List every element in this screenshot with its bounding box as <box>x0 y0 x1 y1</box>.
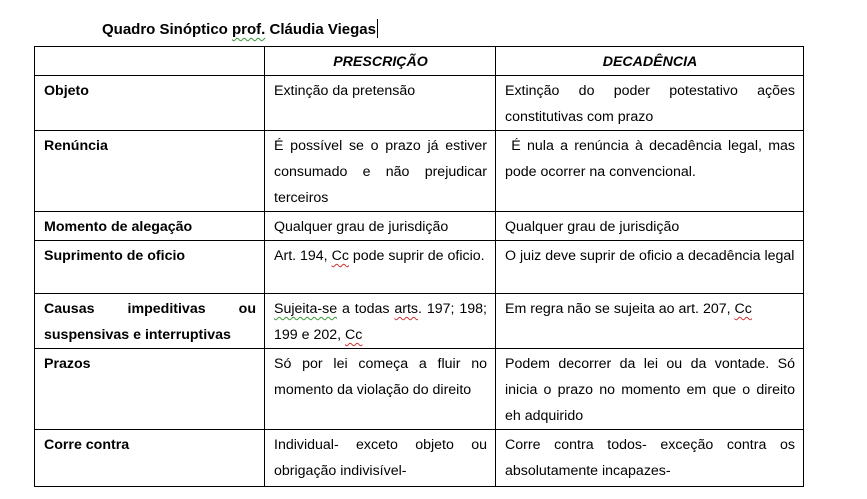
cell-text-spellcheck: Cc <box>734 301 752 317</box>
cell-text: pode suprir de oficio. <box>348 248 485 264</box>
cell-text-spellcheck: Cc <box>331 248 349 264</box>
cell-prescricao <box>265 241 496 294</box>
row-label: Prazos <box>35 349 265 430</box>
table-row-causas <box>35 294 804 349</box>
document-title <box>102 19 378 38</box>
cell-decadencia: Corre contra todos- exceção contra os absolutamente incapazes- <box>496 430 804 487</box>
title-text: Cláudia Viegas <box>265 21 376 38</box>
cell-prescricao: Extinção da pretensão <box>265 76 496 131</box>
table-row-corre-contra <box>35 430 804 487</box>
table-row-momento-alegacao <box>35 212 804 241</box>
table-row-suprimento-oficio <box>35 241 804 294</box>
text-cursor <box>377 19 379 38</box>
title-text: Quadro Sinóptico <box>102 21 232 38</box>
synoptic-table <box>34 46 804 487</box>
cell-text-spellcheck: arts <box>394 301 419 317</box>
cell-prescricao: Só por lei começa a fluir no momento da violação do direito <box>265 349 496 430</box>
table-row-objeto <box>35 76 804 131</box>
cell-decadencia: O juiz deve suprir de oficio a decadência legal <box>496 241 804 294</box>
header-row <box>35 47 804 76</box>
cell-text-grammar: Sujeita-se <box>274 301 338 317</box>
cell-prescricao: Qualquer grau de jurisdição <box>265 212 496 241</box>
row-label: Suprimento de oficio <box>35 241 265 294</box>
table-row-renuncia <box>35 131 804 212</box>
row-label: Causas impeditivas ou suspensivas e interruptivas <box>35 294 265 349</box>
row-label: Renúncia <box>35 131 265 212</box>
cell-decadencia: Podem decorrer da lei ou da vontade. Só inicia o prazo no momento em que o direito eh adquirido <box>496 349 804 430</box>
cell-decadencia <box>496 294 804 349</box>
cell-prescricao <box>265 294 496 349</box>
cell-decadencia: É nula a renúncia à decadência legal, mas pode ocorrer na convencional. <box>496 131 804 212</box>
cell-text-spellcheck: Cc <box>345 327 363 343</box>
row-label: Corre contra <box>35 430 265 487</box>
cell-text: . 197; 198; 199 e 202, <box>274 301 487 343</box>
header-decadencia: DECADÊNCIA <box>496 47 804 76</box>
header-empty-cell <box>35 47 265 76</box>
cell-decadencia: Qualquer grau de jurisdição <box>496 212 804 241</box>
cell-text: Art. 194, <box>274 248 332 264</box>
cell-decadencia: Extinção do poder potestativo ações constitutivas com prazo <box>496 76 804 131</box>
row-label: Objeto <box>35 76 265 131</box>
row-label: Momento de alegação <box>35 212 265 241</box>
cell-text: Em regra não se sujeita ao art. 207, <box>505 301 735 317</box>
header-prescricao: PRESCRIÇÃO <box>265 47 496 76</box>
cell-prescricao: É possível se o prazo já estiver consumado e não prejudicar terceiros <box>265 131 496 212</box>
cell-text: a todas <box>337 301 395 317</box>
cell-prescricao: Individual- exceto objeto ou obrigação indivisível- <box>265 430 496 487</box>
table-row-prazos <box>35 349 804 430</box>
title-text-spellcheck: prof. <box>232 21 266 38</box>
